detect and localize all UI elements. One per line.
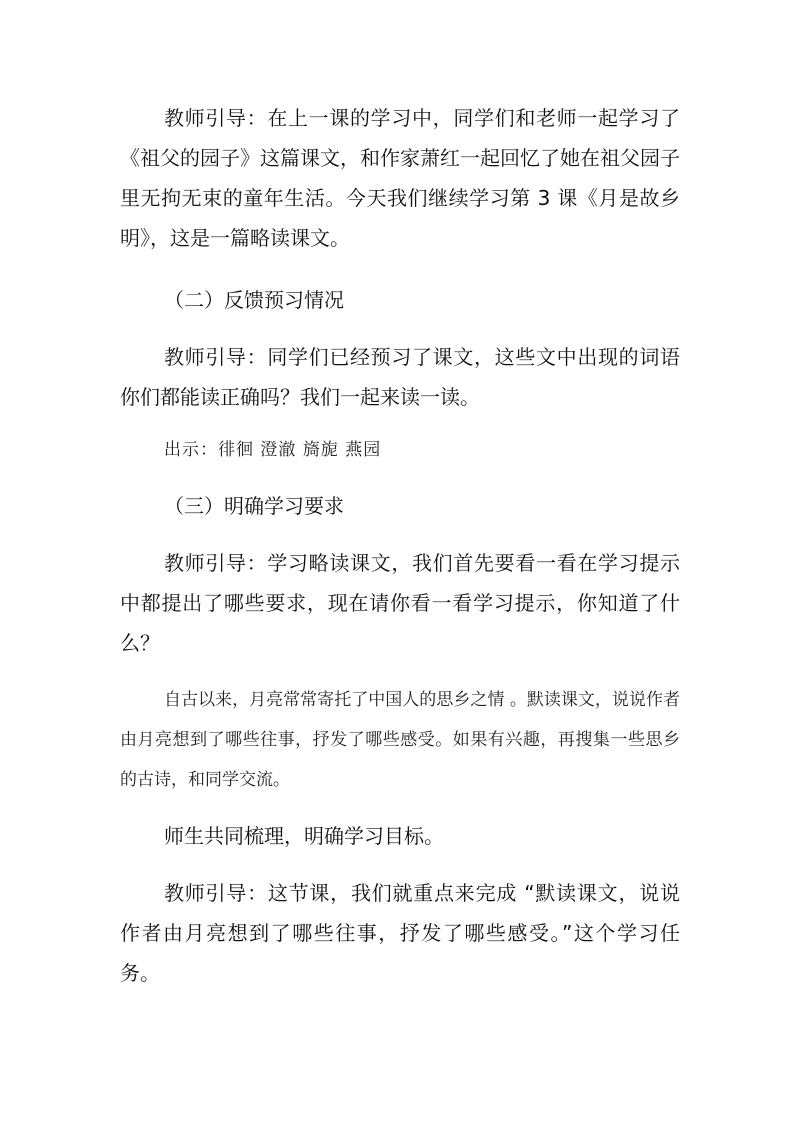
paragraph-intro: 教师引导：在上一课的学习中，同学们和老师一起学习了《祖父的园子》这篇课文，和作家萧红一起回忆了她在祖父园子里无拘无束的童年生活。今天我们继续学习第 3 课《月是故乡明》，这是一篇略读课文。: [120, 106, 680, 250]
paragraph-preview: 教师引导：同学们已经预习了课文，这些文中出现的词语你们都能读正确吗？我们一起来读一读。: [120, 345, 680, 409]
paragraph-task: 教师引导：这节课，我们就重点来完成 “默读课文，说说作者由月亮想到了哪些往事，抒发了哪些感受。”这个学习任务。: [120, 881, 680, 985]
section-heading-feedback: （二）反馈预习情况: [164, 288, 344, 312]
display-words: 出示：徘徊 澄澈 旖旎 燕园: [164, 440, 382, 460]
paragraph-summary: 师生共同梳理，明确学习目标。: [164, 824, 444, 848]
learning-tip-quote: 自古以来，月亮常常寄托了中国人的思乡之情 。默读课文，说说作者由月亮想到了哪些往事，抒发了哪些感受。如果有兴趣，再搜集一些思乡的古诗，和同学交流。: [120, 690, 680, 790]
paragraph-requirements: 教师引导：学习略读课文，我们首先要看一看在学习提示中都提出了哪些要求，现在请你看一看学习提示，你知道了什么？: [120, 551, 680, 655]
section-heading-requirements: （三）明确学习要求: [164, 494, 344, 518]
